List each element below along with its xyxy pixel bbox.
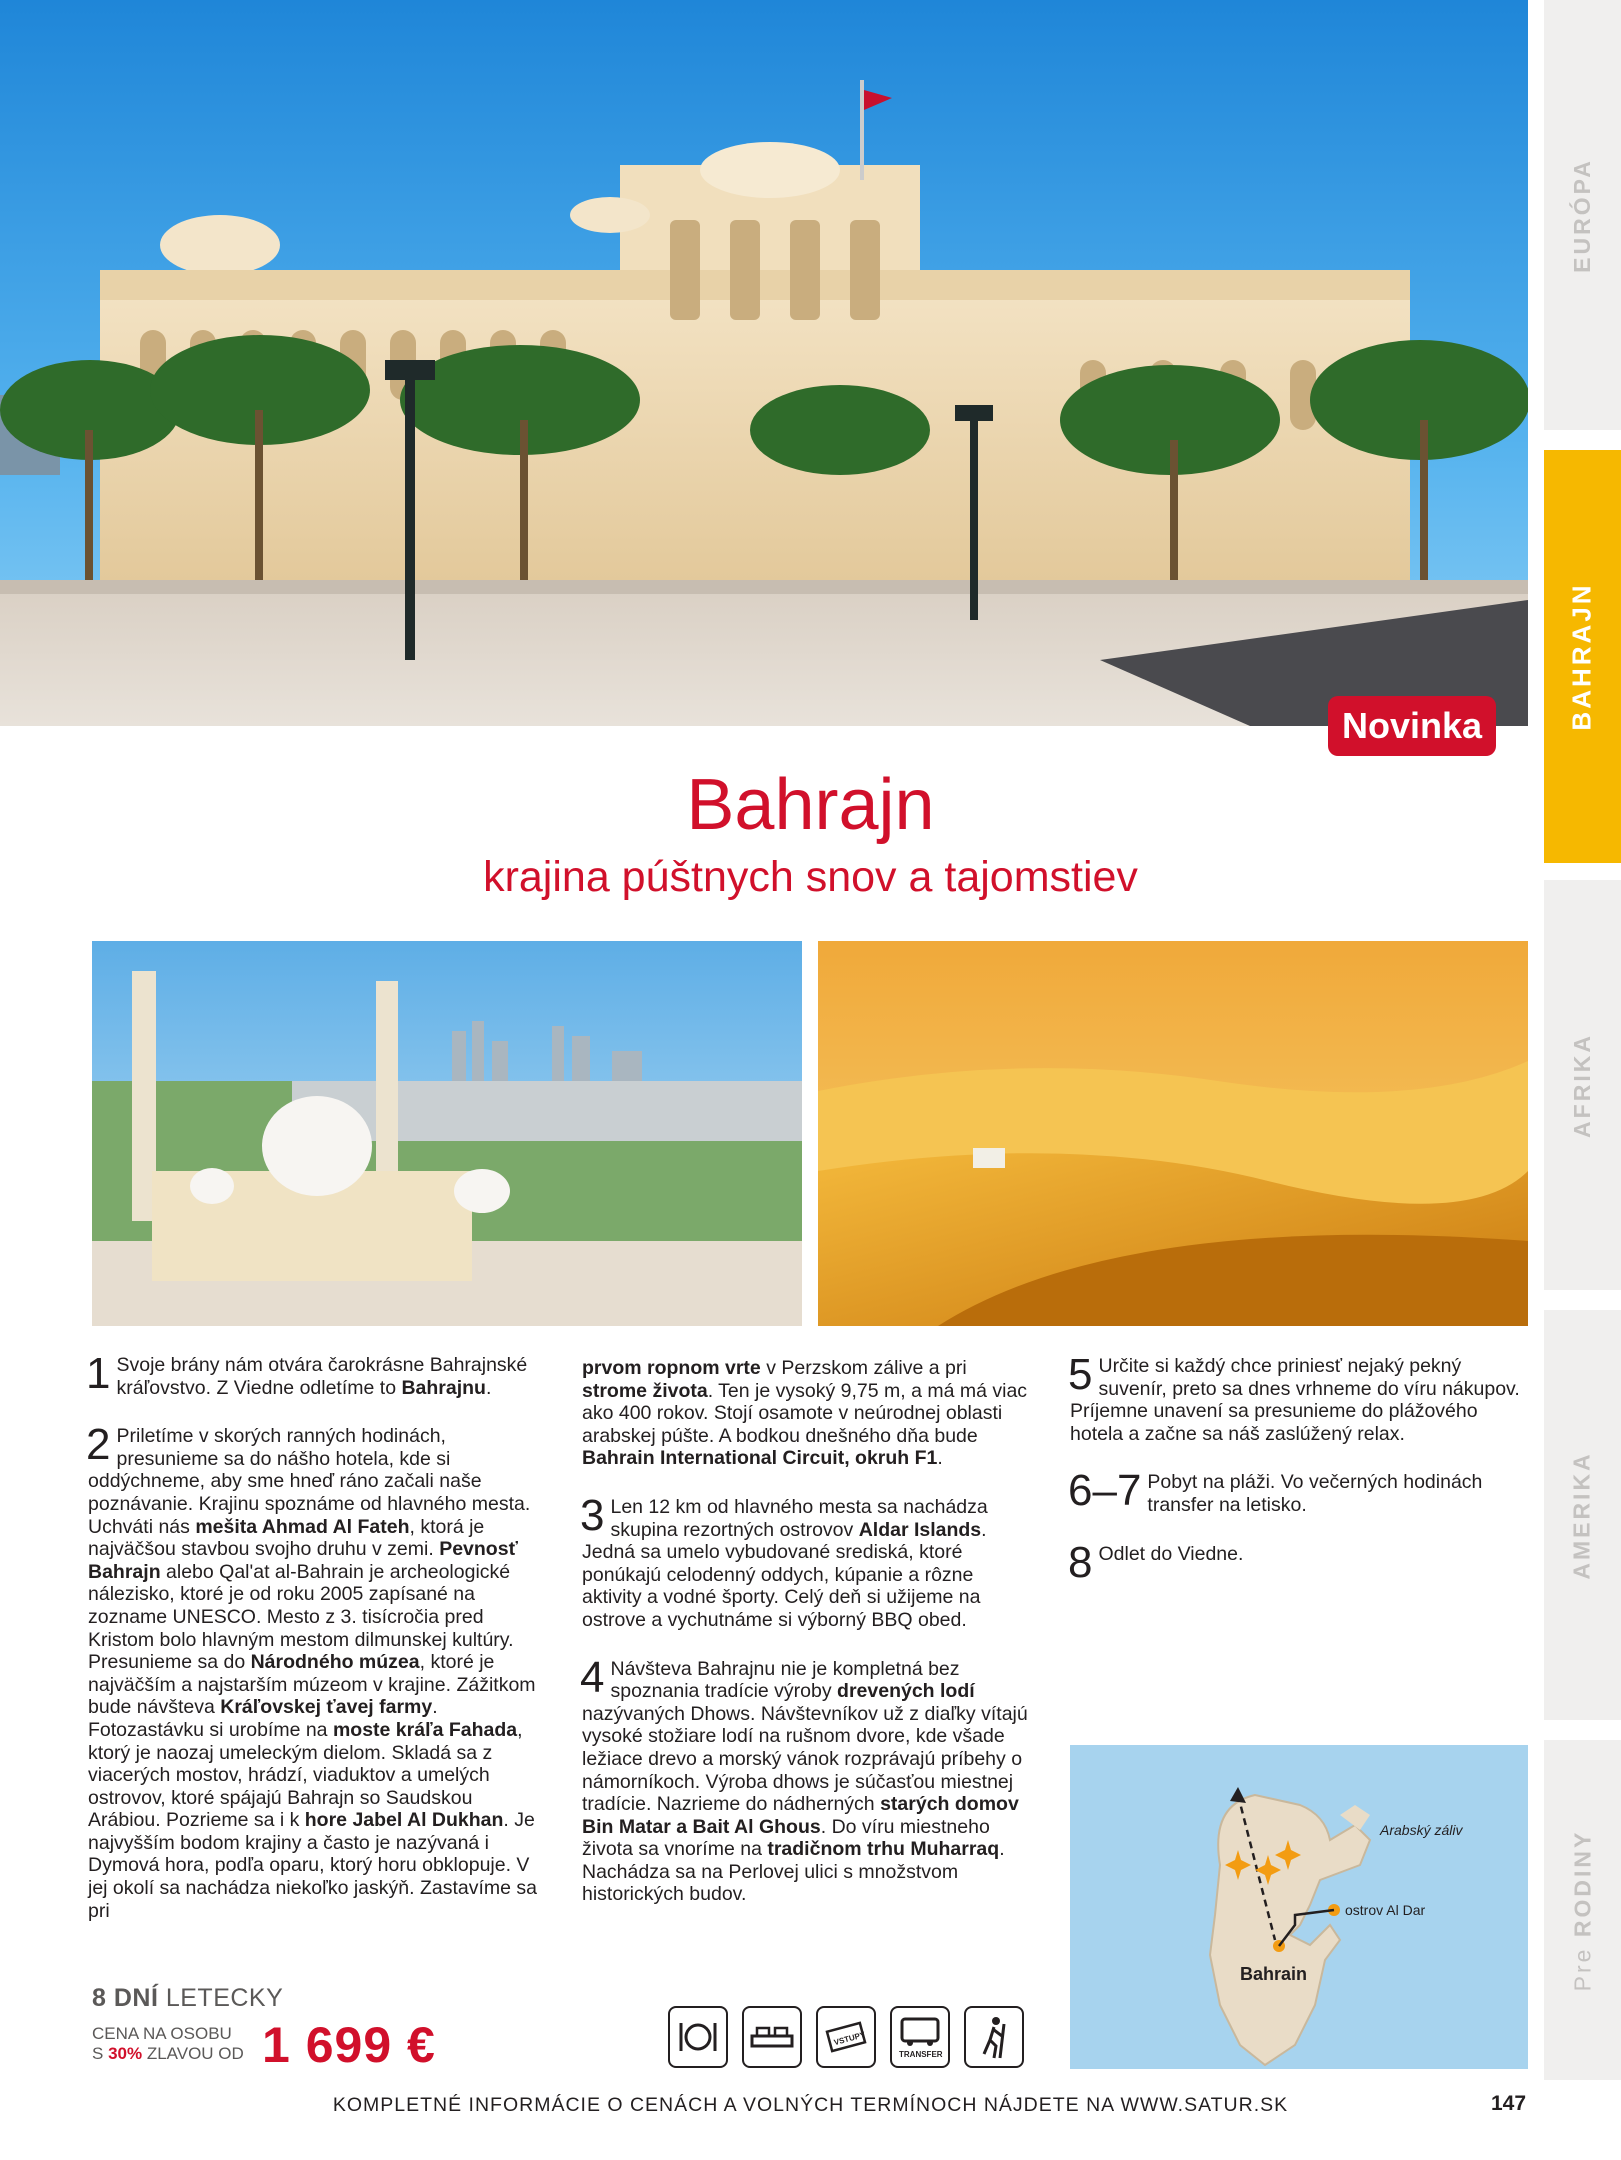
day-item: 5 Určite si každý chce priniesť nejaký pekný suvenír, preto sa dnes vrhneme do víru nákupov. Príjemne unavení sa presunieme do plážového hotela a začne sa náš zaslúžený relax. [1068,1350,1520,1445]
transfer-bus-icon [890,2006,950,2068]
itinerary-col-1 [86,1349,543,1948]
day-item: 2 Priletíme v skorých ranných hodinách, presunieme sa do nášho hotela, kde si oddýchneme, aby sme hneď ráno začali naše poznávanie. Krajinu spoznáme od hlavného mesta. Uchváti nás mešita Ahmad Al Fateh, ktorá je najväčšou stavbou svojho druhu v zemi. Pevnosť Bahrajn alebo Qal'at al-Bahrain je archeologické nálezisko, ktoré je od roku 2005 zapísané na zozname UNESCO. Mesto z 3. tisícročia pred Kristom bolo hlavným mestom dilmunskej kultúry. Presunieme sa do Národného múzea, ktoré je najväčším a najstarším múzeom v krajine. Zážitkom bude návšteva Kráľovskej ťavej farmy. Fotozastávku si urobíme na moste kráľa Fahada, ktorý je naozaj umeleckým dielom. Skladá sa z viacerých mostov, hrádzí, viaduktov a umelých ostrovov, ktoré spájajú Bahrajn so Saudskou Arábiou. Pozrieme sa i k hore Jabel Al Dukhan. Je najvyšším bodom krajiny a často je nazývaná i Dymová hora, podľa oparu, ktorý horu obklopuje. V jej okolí sa nachádza niekoľko jaskýň. Zastavíme sa pri [86,1420,537,1922]
page-subtitle: krajina púštnych snov a tajomstiev [483,853,1138,901]
day-item: 8 Odlet do Viedne. [1068,1537,1244,1587]
itinerary-col-3 [1068,1350,1530,1591]
meals-icon [668,2006,728,2068]
map-label-island: ostrov Al Dar [1345,1902,1426,1918]
day-item: 1 Svoje brány nám otvára čarokrásne Bahrajnské kráľovstvo. Z Viedne odletíme to Bahrajnu. [86,1349,528,1399]
tab-amerika[interactable]: AMERIKA [1544,1310,1621,1720]
photo-desert [818,941,1528,1326]
hero-photo-palace [0,0,1528,726]
day-item: 6–7 Pobyt na pláži. Vo večerných hodinách transfer na letisko. [1068,1466,1483,1516]
section-tabs [1544,0,1621,2080]
photo-mosque [92,941,802,1326]
trip-duration: 8 DNÍ LETECKY [92,1984,284,2012]
map-bahrain [1070,1745,1528,2069]
new-badge: Novinka [1328,696,1496,756]
hiking-icon [964,2006,1024,2068]
tab-bahrajn[interactable]: BAHRAJN [1544,450,1621,863]
map-label-sea: Arabský záliv [1380,1822,1463,1838]
price-label: CENA NA OSOBU S 30% ZLAVOU OD [92,2024,244,2063]
tab-europa[interactable]: EURÓPA [1544,0,1621,430]
tab-pre-rodiny[interactable]: Pre RODINY [1544,1740,1621,2080]
itinerary-col-2 [582,1357,1037,1932]
day-item: 3 Len 12 km od hlavného mesta sa nachádza skupina rezortných ostrovov Aldar Islands. Jedná sa umelo vybudované srediská, ktoré ponúkajú celodenný oddych, kúpanie a rôzne aktivity a vodné športy. Celý deň si užijeme na ostrove a vychutnáme si výborný BBQ obed. [580,1490,988,1631]
bed-icon [742,2006,802,2068]
svg-text:TRANSFER: TRANSFER [899,2050,943,2059]
day-item-continued: prvom ropnom vrte v Perzskom zálive a pri strome života. Ten je vysoký 9,75 m, a má má viac ako 400 rokov. Stojí osamote v neúrodnej oblasti arabskej púšte. A bodkou dnešného dňa bude Bahrain International Circuit, okruh F1. [582,1357,1028,1470]
map-label-country: Bahrain [1240,1964,1308,1984]
day-item: 4 Návšteva Bahrajnu nie je kompletná bez spoznania tradície výroby drevených lodí nazývaných Dhows. Návštevníkov už z diaľky vítajú vysoké stožiare lodí na rušnom dvore, kde všade ležiace drevo a morský vánok rozprávajú príbehy o námorníkoch. Výroba dhows je súčasťou miestnej tradície. Nazrieme do nádherných starých domov Bin Matar a Bait Al Ghous. Do víru miestneho života sa vnoríme na tradičnom trhu Muharraq. Nachádza sa na Perlovej ulici s množstvom historických budov. [580,1652,1028,1906]
service-icons [668,2006,1040,2070]
page-number: 147 [1491,2092,1527,2115]
tab-afrika[interactable]: AFRIKA [1544,880,1621,1290]
ticket-icon [816,2006,876,2068]
footer-info: KOMPLETNÉ INFORMÁCIE O CENÁCH A VOLNÝCH TERMÍNOCH NÁJDETE NA WWW.SATUR.SK [332,2094,1289,2116]
svg-text:VSTUPY: VSTUPY [832,2030,867,2048]
page-title: Bahrajn [686,765,935,845]
price-amount: 1 699 € [262,2017,436,2073]
